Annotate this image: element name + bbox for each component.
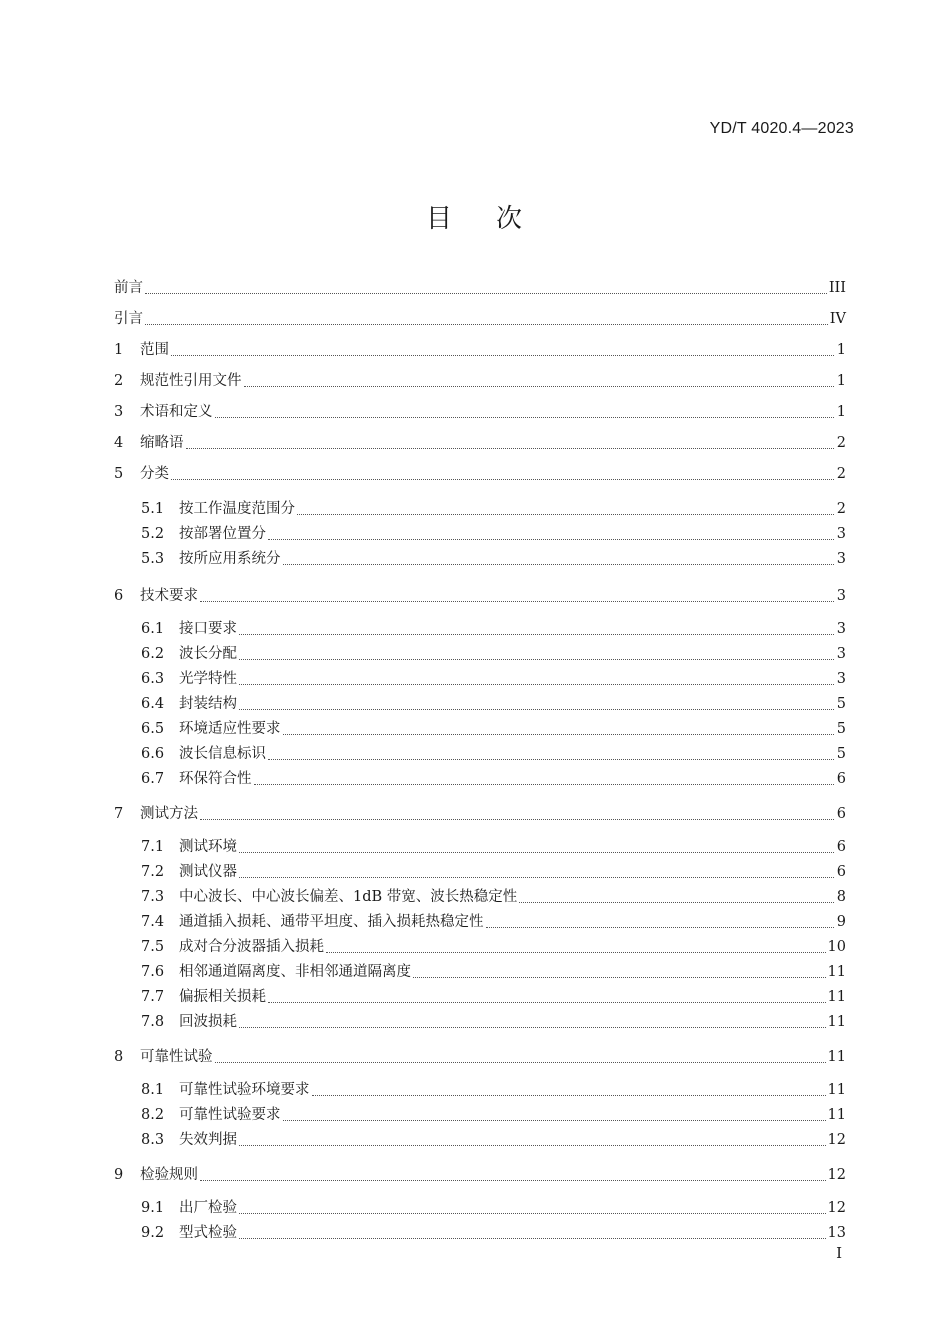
toc-entry-page: 11 bbox=[827, 989, 846, 1005]
toc-entry-title: 中心波长、中心波长偏差、1dB 带宽、波长热稳定性 bbox=[179, 889, 518, 905]
toc-entry[interactable] bbox=[114, 1103, 846, 1128]
toc-entry[interactable] bbox=[114, 338, 846, 363]
toc-entry[interactable] bbox=[114, 307, 846, 332]
toc-entry-page: 2 bbox=[836, 501, 846, 517]
toc-entry[interactable] bbox=[114, 767, 846, 792]
toc-entry-page: 12 bbox=[827, 1167, 846, 1183]
toc-entry[interactable] bbox=[114, 985, 846, 1010]
toc-entry-page: 1 bbox=[836, 404, 846, 420]
toc-entry-title: 测试环境 bbox=[179, 839, 237, 855]
toc-entry[interactable] bbox=[114, 276, 846, 301]
table-of-contents bbox=[114, 276, 846, 1246]
toc-entry[interactable] bbox=[114, 802, 846, 827]
toc-entry-number: 7.7 bbox=[141, 989, 165, 1005]
toc-entry-title: 按部署位置分 bbox=[179, 526, 266, 542]
toc-entry-number: 9.2 bbox=[141, 1225, 165, 1241]
toc-entry-number: 5.1 bbox=[141, 501, 165, 517]
toc-entry-title: 成对合分波器插入损耗 bbox=[179, 939, 324, 955]
toc-entry-title: 可靠性试验要求 bbox=[179, 1107, 281, 1123]
toc-entry-page: 3 bbox=[836, 671, 846, 687]
toc-entry-number: 2 bbox=[114, 373, 124, 389]
toc-leader-dots bbox=[215, 417, 835, 418]
toc-entry-number: 8 bbox=[114, 1049, 124, 1065]
toc-leader-dots bbox=[186, 448, 835, 449]
toc-entry[interactable] bbox=[114, 1196, 846, 1221]
toc-entry-page: 1 bbox=[836, 342, 846, 358]
toc-entry-page: 11 bbox=[827, 964, 846, 980]
toc-entry-title: 环境适应性要求 bbox=[179, 721, 281, 737]
toc-entry[interactable] bbox=[114, 860, 846, 885]
toc-entry-number: 6.7 bbox=[141, 771, 165, 787]
toc-leader-dots bbox=[239, 1145, 826, 1146]
toc-leader-dots bbox=[297, 514, 834, 515]
toc-leader-dots bbox=[283, 1120, 826, 1121]
toc-entry-title: 可靠性试验环境要求 bbox=[179, 1082, 310, 1098]
toc-leader-dots bbox=[239, 1238, 826, 1239]
toc-entry-title: 光学特性 bbox=[179, 671, 237, 687]
toc-entry[interactable] bbox=[114, 642, 846, 667]
toc-entry-number: 7.6 bbox=[141, 964, 165, 980]
toc-entry-title: 引言 bbox=[114, 311, 143, 327]
toc-entry-page: 6 bbox=[836, 839, 846, 855]
toc-entry-page: 3 bbox=[836, 588, 846, 604]
toc-leader-dots bbox=[244, 386, 835, 387]
toc-leader-dots bbox=[239, 684, 834, 685]
toc-entry-title: 测试仪器 bbox=[179, 864, 237, 880]
toc-entry-page: 3 bbox=[836, 646, 846, 662]
toc-leader-dots bbox=[215, 1062, 826, 1063]
toc-entry-number: 5.3 bbox=[141, 551, 165, 567]
toc-entry-page: 6 bbox=[836, 806, 846, 822]
toc-entry[interactable] bbox=[114, 400, 846, 425]
toc-entry-page: 3 bbox=[836, 621, 846, 637]
toc-entry[interactable] bbox=[114, 547, 846, 572]
toc-entry[interactable] bbox=[114, 617, 846, 642]
toc-entry[interactable] bbox=[114, 910, 846, 935]
toc-entry-number: 3 bbox=[114, 404, 124, 420]
toc-entry-page: 11 bbox=[827, 1014, 846, 1030]
toc-leader-dots bbox=[268, 1002, 826, 1003]
toc-entry-number: 7.2 bbox=[141, 864, 165, 880]
toc-entry-page: 5 bbox=[836, 696, 846, 712]
toc-entry-title: 按工作温度范围分 bbox=[179, 501, 295, 517]
toc-leader-dots bbox=[171, 355, 834, 356]
toc-entry-title: 可靠性试验 bbox=[140, 1049, 213, 1065]
toc-leader-dots bbox=[519, 902, 834, 903]
toc-entry-number: 6.3 bbox=[141, 671, 165, 687]
toc-entry-number: 5.2 bbox=[141, 526, 165, 542]
toc-entry-page: 9 bbox=[836, 914, 846, 930]
toc-entry-title: 失效判据 bbox=[179, 1132, 237, 1148]
toc-entry-number: 8.3 bbox=[141, 1132, 165, 1148]
toc-entry-page: 6 bbox=[836, 864, 846, 880]
toc-entry-title: 范围 bbox=[140, 342, 169, 358]
toc-entry-number: 6.1 bbox=[141, 621, 165, 637]
toc-entry-number: 9 bbox=[114, 1167, 124, 1183]
toc-entry-page: 13 bbox=[827, 1225, 846, 1241]
toc-entry-number: 6.4 bbox=[141, 696, 165, 712]
toc-entry-number: 1 bbox=[114, 342, 124, 358]
toc-leader-dots bbox=[239, 852, 834, 853]
toc-entry-page: 12 bbox=[827, 1200, 846, 1216]
toc-entry[interactable] bbox=[114, 462, 846, 487]
toc-entry-title: 封装结构 bbox=[179, 696, 237, 712]
toc-entry[interactable] bbox=[114, 667, 846, 692]
toc-leader-dots bbox=[268, 759, 834, 760]
toc-entry[interactable] bbox=[114, 835, 846, 860]
toc-entry-title: 接口要求 bbox=[179, 621, 237, 637]
toc-entry[interactable] bbox=[114, 431, 846, 456]
toc-leader-dots bbox=[200, 1180, 826, 1181]
toc-entry-number: 7.3 bbox=[141, 889, 165, 905]
toc-entry-title: 通道插入损耗、通带平坦度、插入损耗热稳定性 bbox=[179, 914, 484, 930]
toc-entry-page: 2 bbox=[836, 466, 846, 482]
toc-entry[interactable] bbox=[114, 1221, 846, 1246]
toc-leader-dots bbox=[486, 927, 835, 928]
toc-entry-number: 4 bbox=[114, 435, 124, 451]
toc-entry[interactable] bbox=[114, 522, 846, 547]
toc-entry-page: 12 bbox=[827, 1132, 846, 1148]
toc-leader-dots bbox=[413, 977, 826, 978]
toc-entry-page: 10 bbox=[827, 939, 846, 955]
toc-entry-title: 检验规则 bbox=[140, 1167, 198, 1183]
toc-entry-title: 波长分配 bbox=[179, 646, 237, 662]
toc-entry-page: 2 bbox=[836, 435, 846, 451]
toc-entry-page: 1 bbox=[836, 373, 846, 389]
toc-entry-number: 9.1 bbox=[141, 1200, 165, 1216]
toc-entry-page: 8 bbox=[836, 889, 846, 905]
toc-entry[interactable] bbox=[114, 935, 846, 960]
toc-leader-dots bbox=[239, 634, 834, 635]
toc-entry-title: 出厂检验 bbox=[179, 1200, 237, 1216]
toc-leader-dots bbox=[200, 819, 834, 820]
toc-entry-title: 测试方法 bbox=[140, 806, 198, 822]
page-title bbox=[0, 198, 950, 235]
toc-entry-title: 型式检验 bbox=[179, 1225, 237, 1241]
toc-entry-title: 术语和定义 bbox=[140, 404, 213, 420]
toc-entry[interactable] bbox=[114, 1163, 846, 1188]
toc-entry-page: 11 bbox=[827, 1049, 846, 1065]
toc-entry-number: 7.8 bbox=[141, 1014, 165, 1030]
toc-entry[interactable] bbox=[114, 692, 846, 717]
title-char-1: 目 bbox=[425, 204, 454, 234]
toc-entry[interactable] bbox=[114, 885, 846, 910]
toc-leader-dots bbox=[145, 324, 828, 325]
toc-leader-dots bbox=[268, 539, 834, 540]
title-char-2: 次 bbox=[496, 204, 525, 234]
toc-entry-number: 7.1 bbox=[141, 839, 165, 855]
toc-leader-dots bbox=[145, 293, 827, 294]
toc-entry[interactable] bbox=[114, 742, 846, 767]
toc-leader-dots bbox=[254, 784, 835, 785]
toc-entry-page: 11 bbox=[827, 1082, 846, 1098]
toc-leader-dots bbox=[326, 952, 826, 953]
toc-leader-dots bbox=[171, 479, 834, 480]
toc-leader-dots bbox=[239, 1213, 826, 1214]
toc-entry[interactable] bbox=[114, 960, 846, 985]
toc-leader-dots bbox=[283, 734, 835, 735]
toc-entry-page: 3 bbox=[836, 551, 846, 567]
toc-entry-number: 8.2 bbox=[141, 1107, 165, 1123]
toc-entry-page: 11 bbox=[827, 1107, 846, 1123]
toc-leader-dots bbox=[239, 659, 834, 660]
toc-entry[interactable] bbox=[114, 584, 846, 609]
toc-entry-page: 5 bbox=[836, 746, 846, 762]
toc-entry-number: 6.5 bbox=[141, 721, 165, 737]
toc-leader-dots bbox=[200, 601, 834, 602]
toc-entry-title: 波长信息标识 bbox=[179, 746, 266, 762]
toc-entry-number: 7.5 bbox=[141, 939, 165, 955]
toc-entry-number: 5 bbox=[114, 466, 124, 482]
toc-entry[interactable] bbox=[114, 717, 846, 742]
standard-code: YD/T 4020.4—2023 bbox=[709, 120, 854, 137]
toc-entry-title: 规范性引用文件 bbox=[140, 373, 242, 389]
toc-entry[interactable] bbox=[114, 1010, 846, 1035]
toc-entry-title: 相邻通道隔离度、非相邻通道隔离度 bbox=[179, 964, 411, 980]
page-number: I bbox=[836, 1244, 842, 1262]
toc-leader-dots bbox=[239, 709, 834, 710]
toc-entry[interactable] bbox=[114, 1045, 846, 1070]
toc-entry[interactable] bbox=[114, 369, 846, 394]
toc-leader-dots bbox=[312, 1095, 826, 1096]
toc-leader-dots bbox=[283, 564, 835, 565]
toc-entry-page: III bbox=[828, 280, 846, 296]
toc-entry-number: 7 bbox=[114, 806, 124, 822]
toc-entry-page: 3 bbox=[836, 526, 846, 542]
toc-entry[interactable] bbox=[114, 497, 846, 522]
toc-entry[interactable] bbox=[114, 1128, 846, 1153]
toc-entry-page: 6 bbox=[836, 771, 846, 787]
toc-entry-title: 环保符合性 bbox=[179, 771, 252, 787]
toc-entry-title: 前言 bbox=[114, 280, 143, 296]
toc-entry[interactable] bbox=[114, 1078, 846, 1103]
toc-entry-title: 技术要求 bbox=[140, 588, 198, 604]
toc-entry-number: 8.1 bbox=[141, 1082, 165, 1098]
toc-entry-title: 缩略语 bbox=[140, 435, 184, 451]
toc-entry-number: 6.2 bbox=[141, 646, 165, 662]
toc-entry-number: 6 bbox=[114, 588, 124, 604]
toc-entry-title: 分类 bbox=[140, 466, 169, 482]
toc-entry-title: 偏振相关损耗 bbox=[179, 989, 266, 1005]
toc-entry-page: 5 bbox=[836, 721, 846, 737]
toc-entry-number: 7.4 bbox=[141, 914, 165, 930]
toc-leader-dots bbox=[239, 877, 834, 878]
toc-entry-title: 回波损耗 bbox=[179, 1014, 237, 1030]
toc-entry-title: 按所应用系统分 bbox=[179, 551, 281, 567]
toc-leader-dots bbox=[239, 1027, 826, 1028]
toc-entry-number: 6.6 bbox=[141, 746, 165, 762]
toc-entry-page: IV bbox=[829, 311, 846, 327]
